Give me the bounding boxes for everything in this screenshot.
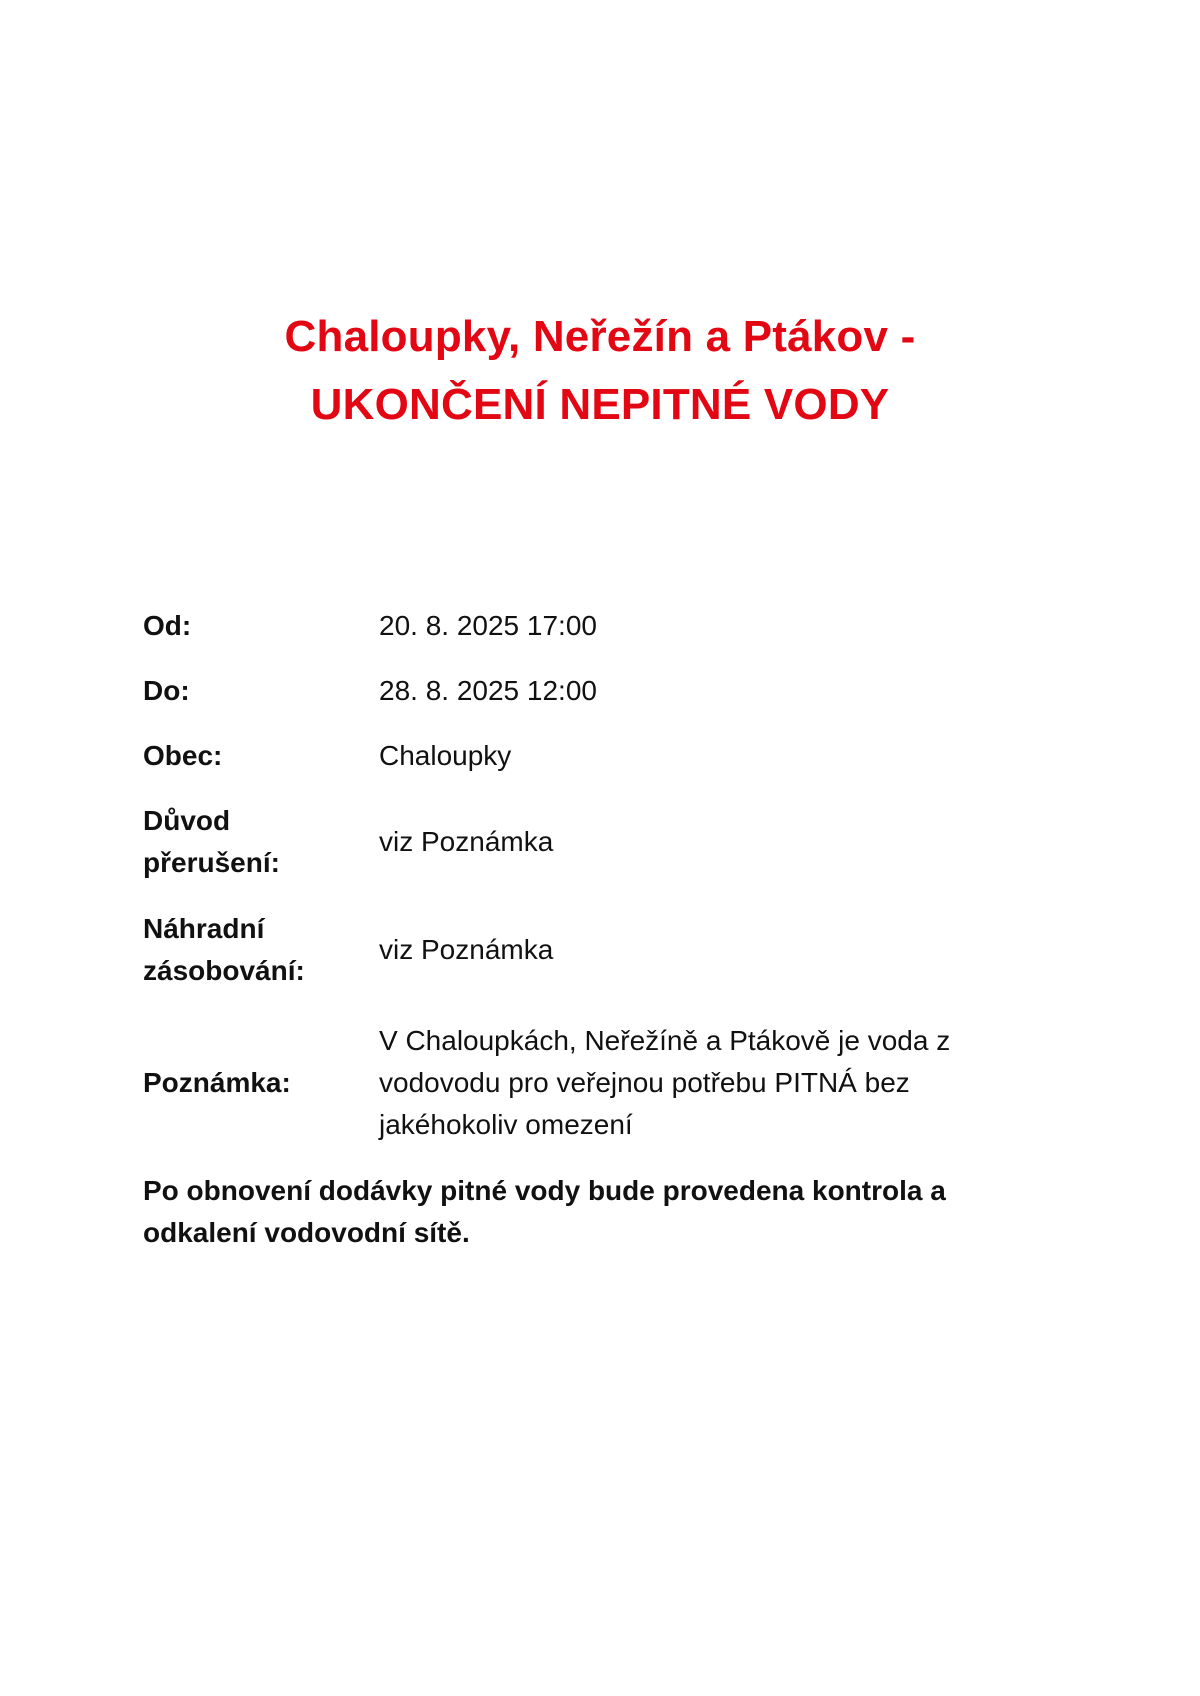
field-row-obec [143, 735, 1043, 777]
title-line-2: UKONČENÍ NEPITNÉ VODY [310, 380, 890, 429]
field-row-od [143, 605, 1043, 647]
footer-note-line-2: odkalení vodovodní sítě. [143, 1217, 470, 1248]
field-label-duvod-line-1: Důvod [143, 805, 231, 836]
field-label-poznamka: Poznámka: [143, 1067, 291, 1098]
poznamka-line-3: jakéhokoliv omezení [379, 1109, 633, 1140]
field-value-nahradni-zasobovani: viz Poznámka [379, 934, 554, 965]
field-label-do: Do: [143, 675, 190, 706]
field-label-od: Od: [143, 610, 192, 641]
field-value-do: 28. 8. 2025 12:00 [379, 675, 597, 706]
field-value-obec: Chaloupky [379, 740, 512, 771]
poznamka-line-2: vodovodu pro veřejnou potřebu PITNÁ bez [379, 1067, 910, 1098]
field-row-do [143, 670, 1043, 712]
field-row-duvod-preruseni [143, 800, 1043, 884]
field-label-duvod-line-2: přerušení: [143, 847, 280, 878]
field-label-nahradni-line-2: zásobování: [143, 955, 305, 986]
field-label-nahradni-zasobovani [143, 908, 379, 992]
field-label-duvod-preruseni [143, 800, 379, 884]
field-value-od: 20. 8. 2025 17:00 [379, 610, 597, 641]
field-label-nahradni-line-1: Náhradní [143, 913, 265, 944]
field-row-nahradni-zasobovani [143, 908, 1043, 992]
footer-note-line-1: Po obnovení dodávky pitné vody bude provedena kontrola a [143, 1175, 946, 1206]
field-row-poznamka [143, 1020, 1043, 1146]
title-line-1: Chaloupky, Neřežín a Ptákov - [284, 312, 916, 361]
page-title [0, 303, 1200, 439]
field-value-poznamka [379, 1020, 1043, 1146]
field-label-obec: Obec: [143, 740, 223, 771]
field-value-duvod-preruseni: viz Poznámka [379, 826, 554, 857]
poznamka-line-1: V Chaloupkách, Neřežíně a Ptákově je voda z [379, 1025, 951, 1056]
footer-note [143, 1170, 1043, 1254]
